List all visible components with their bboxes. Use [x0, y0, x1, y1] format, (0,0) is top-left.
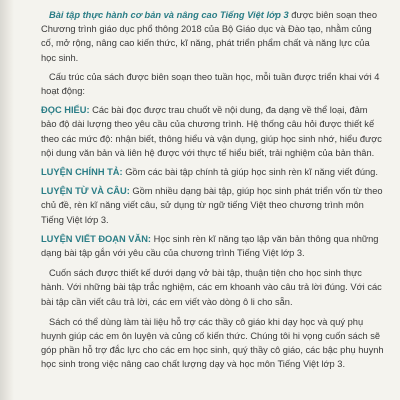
activity-words-sentences-text: Gồm nhiều dạng bài tập, giúp học sinh phát triển vốn từ theo chủ đề, rèn kĩ năng viết câu, sử dụng từ ngữ tiếng Việt theo chương trình môn Tiếng Việt lớp 3. — [41, 186, 383, 225]
structure-paragraph: Cấu trúc của sách được biên soạn theo tuần học, mỗi tuần được triển khai với 4 hoạt động: — [41, 71, 380, 97]
activity-reading-title: ĐỌC HIỂU: — [41, 105, 90, 116]
closing-paragraph: Sách có thể dùng làm tài liệu hỗ trợ các thầy cô giáo khi dạy học và quý phụ huynh giúp các em ôn luyện và củng cố kiến thức. Chúng tôi hi vọng cuốn sách sẽ góp phần hỗ trợ đắc lực cho các em học sinh, quý thầy cô giáo, các bậc phụ huynh học sinh trong việc nâng cao chất lượng dạy và học môn Tiếng Việt lớp 3. — [41, 316, 384, 370]
design-paragraph: Cuốn sách được thiết kế dưới dạng vở bài tập, thuận tiện cho học sinh thực hành. Với những bài tập trắc nghiệm, các em khoanh vào câu trả lời đúng. Với các bài tập cần viết câu trả lời, các em viết vào dòng ô li cho sẵn. — [41, 268, 382, 307]
activity-spelling-title: LUYỆN CHÍNH TẢ: — [41, 167, 123, 178]
intro-paragraph — [41, 8, 384, 65]
activity-reading — [41, 103, 384, 160]
activity-words-sentences — [41, 184, 384, 227]
activity-spelling-text: Gồm các bài tập chính tả giúp học sinh rèn kĩ năng viết đúng. — [122, 167, 378, 178]
intro-text: được biên soạn theo Chương trình giáo dục phổ thông 2018 của Bộ Giáo dục và Đào tạo, nhằm củng cố, mở rộng, nâng cao kiến thức, kĩ năng, phát triển phẩm chất và năng lực của học sinh. — [41, 10, 378, 63]
activity-spelling — [41, 165, 384, 179]
activity-paragraph-writing — [41, 232, 384, 260]
book-title-lead: Bài tập thực hành cơ bản và nâng cao Tiếng Việt lớp 3 — [49, 10, 289, 20]
activity-paragraph-writing-text: Học sinh rèn kĩ năng tạo lập văn bản thông qua những dạng bài tập gắn với yêu cầu của chương trình Tiếng Việt lớp 3. — [41, 233, 379, 259]
activity-words-sentences-title: LUYỆN TỪ VÀ CÂU: — [41, 186, 130, 197]
activity-reading-text: Các bài đọc được trau chuốt về nội dung, đa dạng về thể loại, đảm bảo độ dài lượng theo yêu cầu của chương trình. Hệ thống câu hỏi được thiết kế theo các mức độ: nhận biết, thông hiểu và vận dụng, giúp học sinh nhớ, hiểu được nội dung văn bản và liên hệ được với thực tế hiểu biết, trải nghiệm của bản thân. — [41, 105, 382, 158]
activity-paragraph-writing-title: LUYỆN VIẾT ĐOẠN VĂN: — [41, 233, 152, 244]
page-gutter-shadow — [0, 0, 14, 400]
